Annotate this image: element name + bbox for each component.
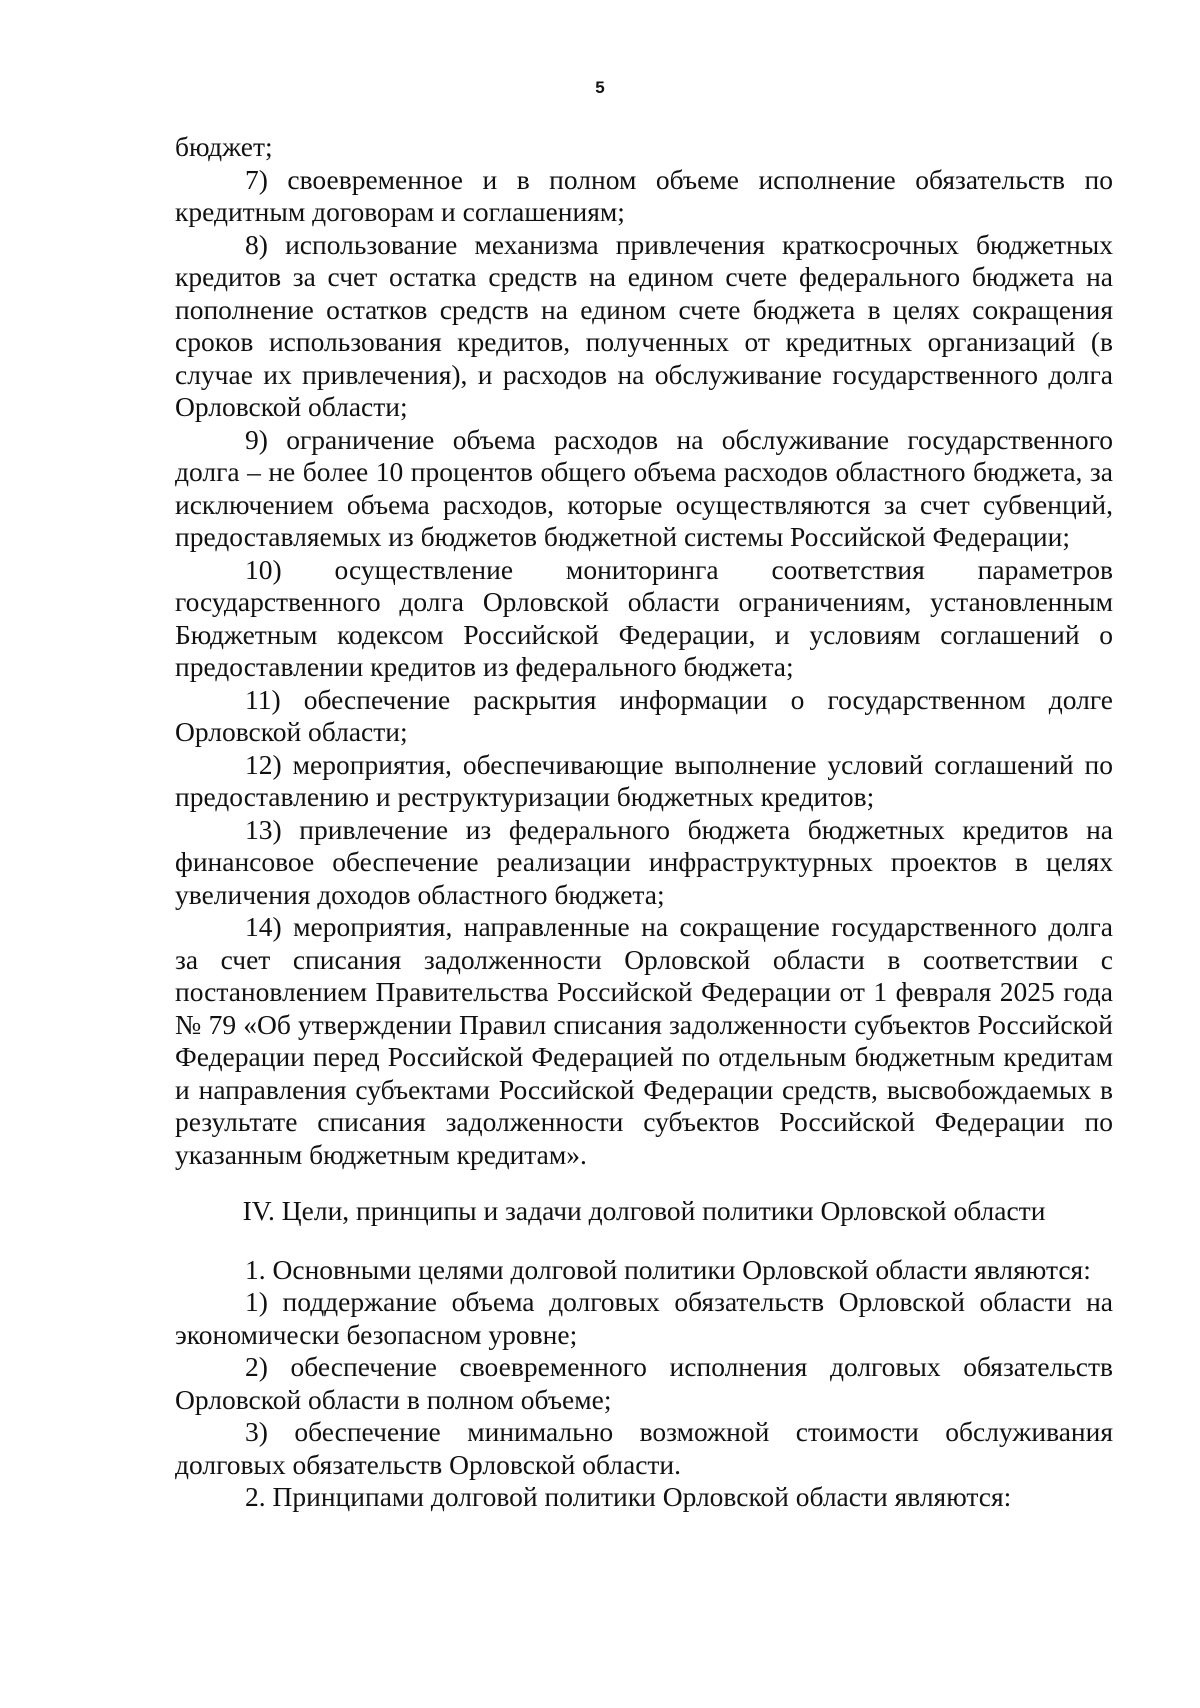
list-item-12: 12) мероприятия, обеспечивающие выполнение условий соглашений по предоставлению и реструктуризации бюджетных кредитов; bbox=[175, 748, 1113, 812]
page-number: 5 bbox=[595, 78, 605, 97]
goal-item-3: 3) обеспечение минимально возможной стоимости обслуживания долговых обязательств Орловской области. bbox=[175, 1416, 1113, 1480]
list-item-8: 8) использование механизма привлечения краткосрочных бюджетных кредитов за счет остатка средств на едином счете федерального бюджета на пополнение остатков средств на едином счете бюджета в целях сокращения сроков использования кредитов, полученных от кредитных организаций (в случае их привлечения), и расходов на обслуживание государственного долга Орловской области; bbox=[175, 228, 1113, 422]
goals-intro: 1. Основными целями долговой политики Орловской области являются: bbox=[245, 1253, 1091, 1285]
list-item-9: 9) ограничение объема расходов на обслуживание государственного долга – не более 10 процентов общего объема расходов областного бюджета, за исключением объема расходов, которые осуществляются за счет субвенций, предоставляемых из бюджетов бюджетной системы Российской Федерации; bbox=[175, 423, 1113, 552]
list-item-10: 10) осуществление мониторинга соответствия параметров государственного долга Орловской области ограничениям, установленным Бюджетным кодексом Российской Федерации, и условиям соглашений о предоставлении кредитов из федерального бюджета; bbox=[175, 553, 1113, 682]
list-item-11: 11) обеспечение раскрытия информации о государственном долге Орловской области; bbox=[175, 683, 1113, 747]
goal-item-2: 2) обеспечение своевременного исполнения долговых обязательств Орловской области в полном объеме; bbox=[175, 1351, 1113, 1415]
principles-intro: 2. Принципами долговой политики Орловской области являются: bbox=[245, 1481, 1012, 1512]
list-item-7: 7) своевременное и в полном объеме исполнение обязательств по кредитным договорам и соглашениям; bbox=[175, 163, 1113, 227]
goal-item-1: 1) поддержание объема долговых обязательств Орловской области на экономически безопасном уровне; bbox=[175, 1286, 1113, 1350]
list-item-13: 13) привлечение из федерального бюджета бюджетных кредитов на финансовое обеспечение реализации инфраструктурных проектов в целях увеличения доходов областного бюджета; bbox=[175, 813, 1113, 910]
list-item-14: 14) мероприятия, направленные на сокращение государственного долга за счет списания задолженности Орловской области в соответствии с постановлением Правительства Российской Федерации от 1 февраля 2025 года № 79 «Об утверждении Правил списания задолженности субъектов Российской Федерации перед Российской Федерацией по отдельным бюджетным кредитам и направления субъектами Российской Федерации средств, высвобождаемых в результате списания задолженности субъектов Российской Федерации по указанным бюджетным кредитам». bbox=[175, 911, 1113, 1170]
document-body bbox=[175, 131, 1113, 1514]
section-heading: IV. Цели, принципы и задачи долговой политики Орловской области bbox=[242, 1195, 1046, 1226]
paragraph-continuation: бюджет; bbox=[175, 131, 273, 162]
